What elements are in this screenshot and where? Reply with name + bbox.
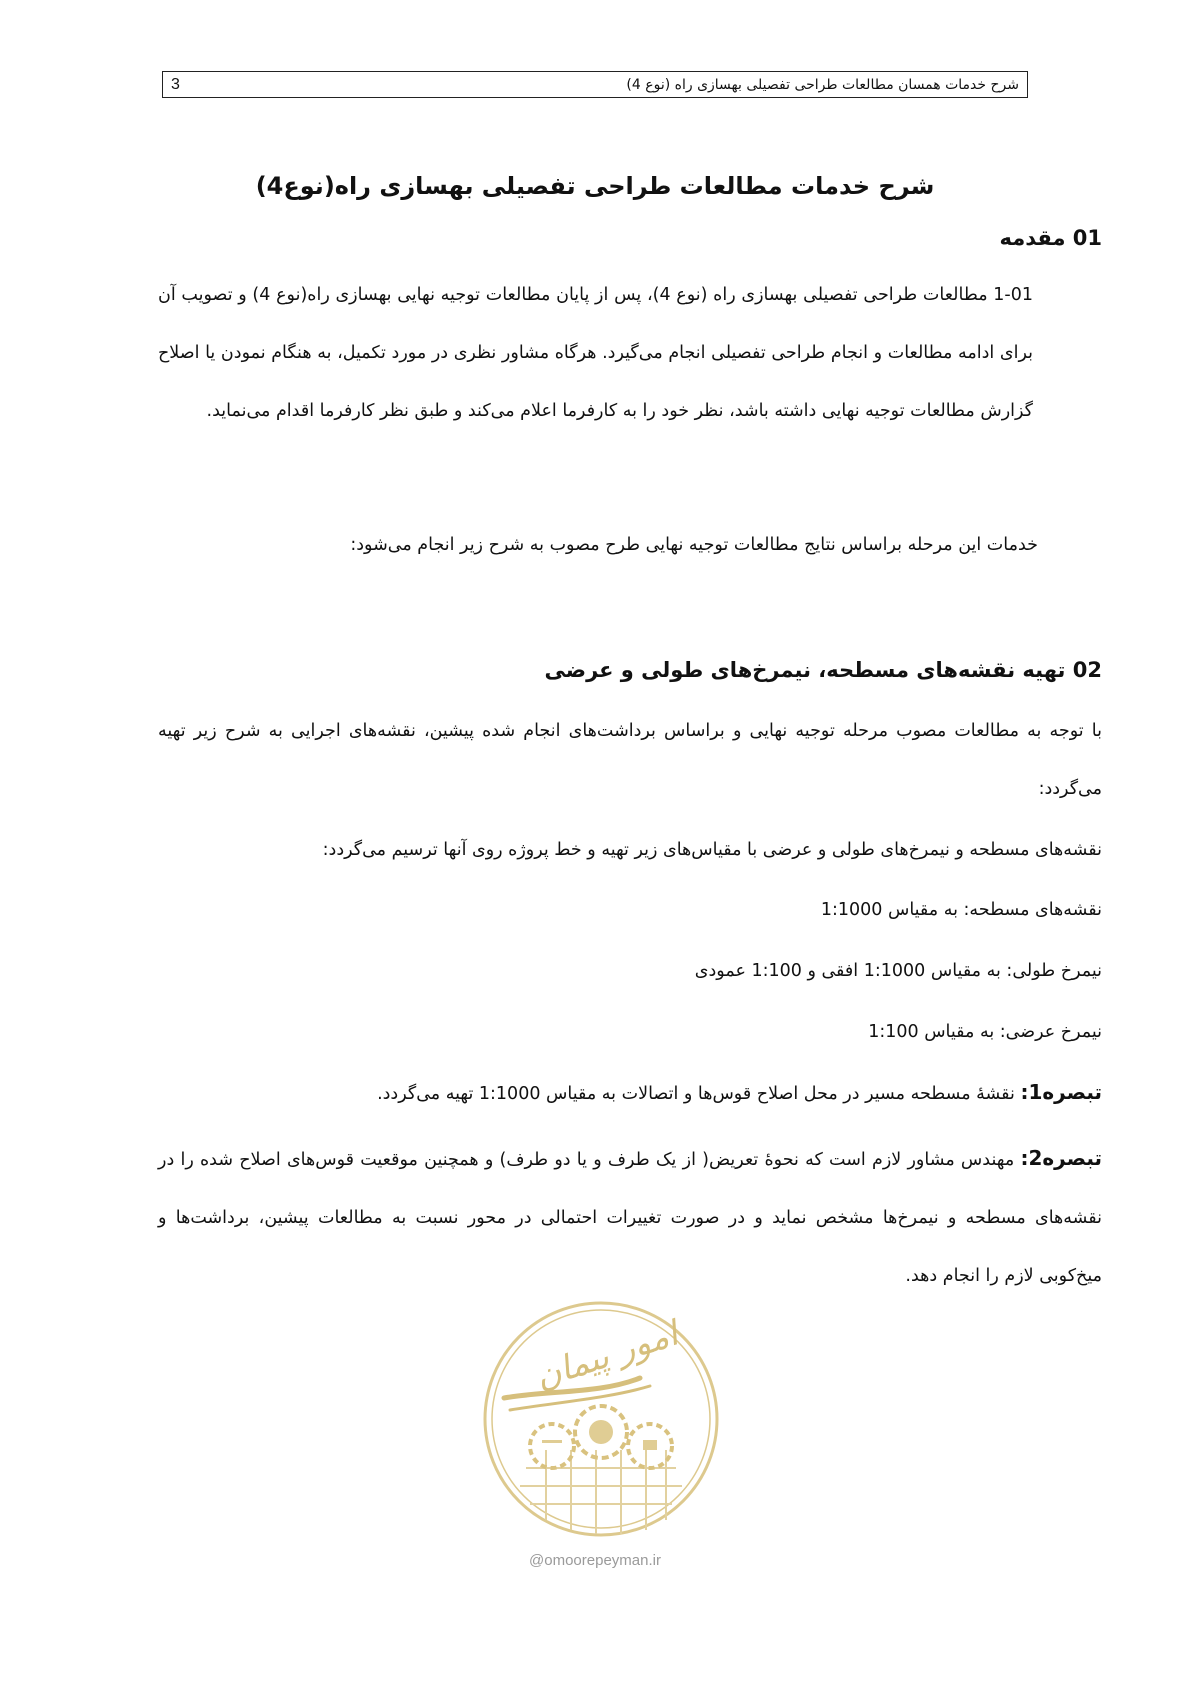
page-header: [162, 71, 1028, 98]
note-1: [377, 1080, 1102, 1104]
seal-logo-text: امور پیمان: [530, 1313, 683, 1398]
intro-paragraph: 1-01 مطالعات طراحی تفصیلی بهسازی راه (نوع 4)، پس از پایان مطالعات توجیه نهایی بهسازی راه(نوع 4) و تصویب آن برای ادامه مطالعات و انجام طراحی تفصیلی انجام می‌گیرد. هرگاه مشاور نظری در مورد تکمیل، به هنگام نمودن یا اصلاح گزارش مطالعات توجیه نهایی داشته باشد، نظر خود را به کارفرما اعلام می‌کند و طبق نظر کارفرما اقدام می‌نماید.: [158, 285, 1034, 421]
omoorepeyman-seal-logo: [480, 1298, 722, 1540]
longitudinal-profile-scale-line: نیمرخ طولی: به مقیاس 1:1000 افقی و 1:100 عمودی: [694, 961, 1102, 981]
cross-profile-scale-line: نیمرخ عرضی: به مقیاس 1:100: [868, 1022, 1102, 1042]
services-basis-line: خدمات این مرحله براساس نتایج مطالعات توجیه نهایی طرح مصوب به شرح زیر انجام می‌شود:: [350, 535, 1038, 555]
section2-intro-paragraph: با توجه به مطالعات مصوب مرحله توجیه نهایی و براساس برداشت‌های انجام شده پیشین، نقشه‌های اجرایی به شرح زیر تهیه می‌گردد:: [158, 721, 1102, 799]
page-number: 3: [171, 75, 180, 93]
note-1-text: نقشهٔ مسطحه مسیر در محل اصلاح قوس‌ها و اتصالات به مقیاس 1:1000 تهیه می‌گردد.: [377, 1084, 1021, 1104]
note-2-label: تبصره2:: [1020, 1146, 1102, 1170]
scales-intro-line: نقشه‌های مسطحه و نیمرخ‌های طولی و عرضی با مقیاس‌های زیر تهیه و خط پروژه روی آنها ترسیم می‌گردد:: [322, 840, 1102, 860]
section-heading-plans-profiles: 02 تهیه نقشه‌های مسطحه، نیمرخ‌های طولی و عرضی: [544, 658, 1102, 682]
header-title: شرح خدمات همسان مطالعات طراحی تفصیلی بهسازی راه (نوع 4): [626, 76, 1019, 93]
document-title: شرح خدمات مطالعات طراحی تفصیلی بهسازی راه(نوع4): [255, 172, 935, 200]
note-2: [158, 1129, 1102, 1305]
section-heading-introduction: 01 مقدمه: [999, 226, 1102, 250]
note-1-label: تبصره1:: [1020, 1080, 1102, 1104]
note-2-text: مهندس مشاور لازم است که نحوهٔ تعریض( از یک طرف و یا دو طرف) و همچنین موقعیت قوس‌های اصلاح شده را در نقشه‌های مسطحه و نیمرخ‌ها مشخص نماید و در صورت تغییرات احتمالی در محور نسبت به مطالعات پیشین، برداشت‌ها و میخ‌کوبی لازم را انجام دهد.: [158, 1150, 1102, 1286]
plan-scale-line: نقشه‌های مسطحه: به مقیاس 1:1000: [820, 900, 1102, 920]
watermark-site-url: @omoorepeyman.ir: [529, 1552, 661, 1569]
